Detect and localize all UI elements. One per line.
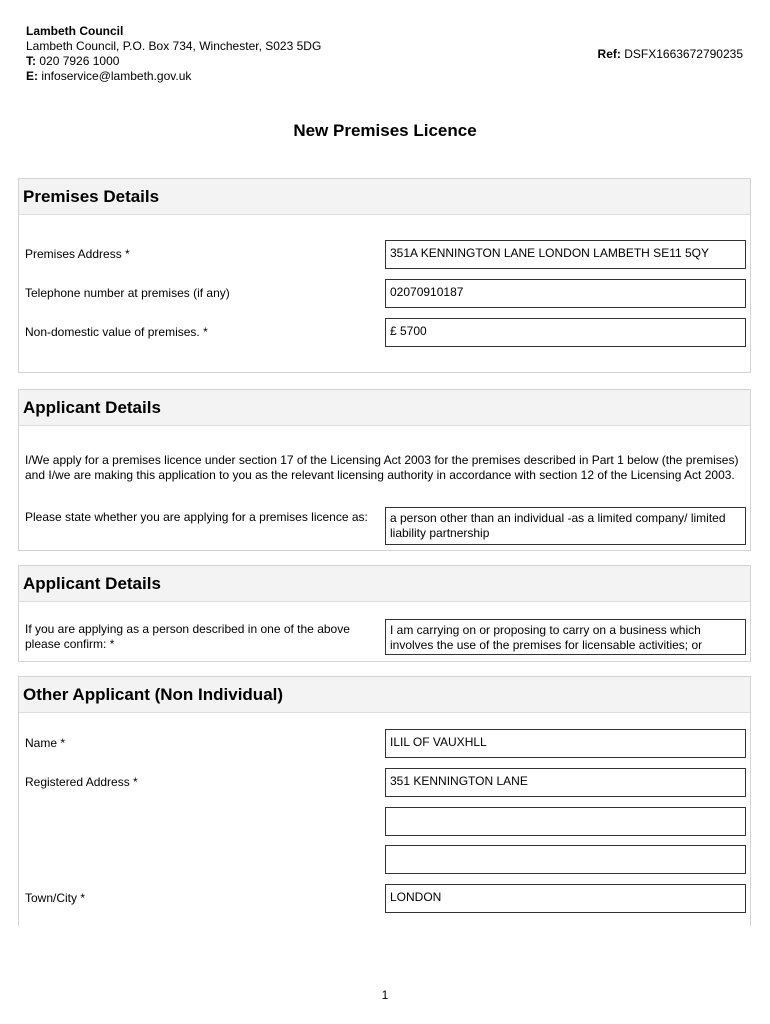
registered-address-line1-field[interactable]: 351 KENNINGTON LANE <box>385 768 746 797</box>
applicant-confirm-label: If you are applying as a person described in one of the above please confirm: * <box>25 622 350 651</box>
non-domestic-value-label: Non-domestic value of premises. * <box>25 325 208 339</box>
other-applicant-section <box>18 676 751 926</box>
phone-label: T: <box>26 54 36 68</box>
email-label: E: <box>26 69 38 83</box>
registered-address-label: Registered Address * <box>25 775 138 789</box>
applicant-details-section <box>18 389 751 551</box>
non-domestic-value-field[interactable]: £ 5700 <box>385 318 746 347</box>
page-number: 1 <box>381 988 389 1002</box>
section-heading: Applicant Details <box>19 390 750 426</box>
ref-value: DSFX1663672790235 <box>624 47 743 61</box>
applicant-confirm-section <box>18 565 751 662</box>
registered-address-line3-field[interactable] <box>385 845 746 874</box>
letterhead <box>26 24 321 84</box>
reference <box>598 47 743 61</box>
org-phone <box>26 54 321 69</box>
org-email <box>26 69 321 84</box>
premises-address-label: Premises Address * <box>25 247 130 261</box>
phone-number: 020 7926 1000 <box>39 54 120 68</box>
registered-address-line2-field[interactable] <box>385 807 746 836</box>
applicant-type-label: Please state whether you are applying for a premises licence as: <box>25 510 368 524</box>
application-intro-text: I/We apply for a premises licence under section 17 of the Licensing Act 2003 for the premises described in Part 1 below (the premises) and I/we are making this application to you as the relevant licensing authority in accordance with section 12 of the Licensing Act 2003. <box>25 453 739 482</box>
org-name: Lambeth Council <box>26 24 124 38</box>
name-label: Name * <box>25 736 66 750</box>
email-address: infoservice@lambeth.gov.uk <box>41 69 192 83</box>
premises-phone-label: Telephone number at premises (if any) <box>25 286 230 300</box>
premises-address-field[interactable]: 351A KENNINGTON LANE LONDON LAMBETH SE11 5QY <box>385 240 746 269</box>
town-city-label: Town/City * <box>25 891 86 905</box>
premises-details-section <box>18 178 751 373</box>
town-city-field[interactable]: LONDON <box>385 884 746 913</box>
org-address: Lambeth Council, P.O. Box 734, Winchester, S023 5DG <box>26 39 322 53</box>
name-field[interactable]: ILIL OF VAUXHLL <box>385 729 746 758</box>
section-heading: Premises Details <box>19 179 750 215</box>
section-heading: Applicant Details <box>19 566 750 602</box>
applicant-type-field[interactable]: a person other than an individual -as a limited company/ limited liability partnership <box>385 507 746 545</box>
premises-phone-field[interactable]: 02070910187 <box>385 279 746 308</box>
ref-label: Ref: <box>597 47 621 61</box>
applicant-confirm-field[interactable]: I am carrying on or proposing to carry on a business which involves the use of the premises for licensable activities; or <box>385 619 746 655</box>
section-heading: Other Applicant (Non Individual) <box>19 677 750 713</box>
page-title: New Premises Licence <box>293 121 477 140</box>
